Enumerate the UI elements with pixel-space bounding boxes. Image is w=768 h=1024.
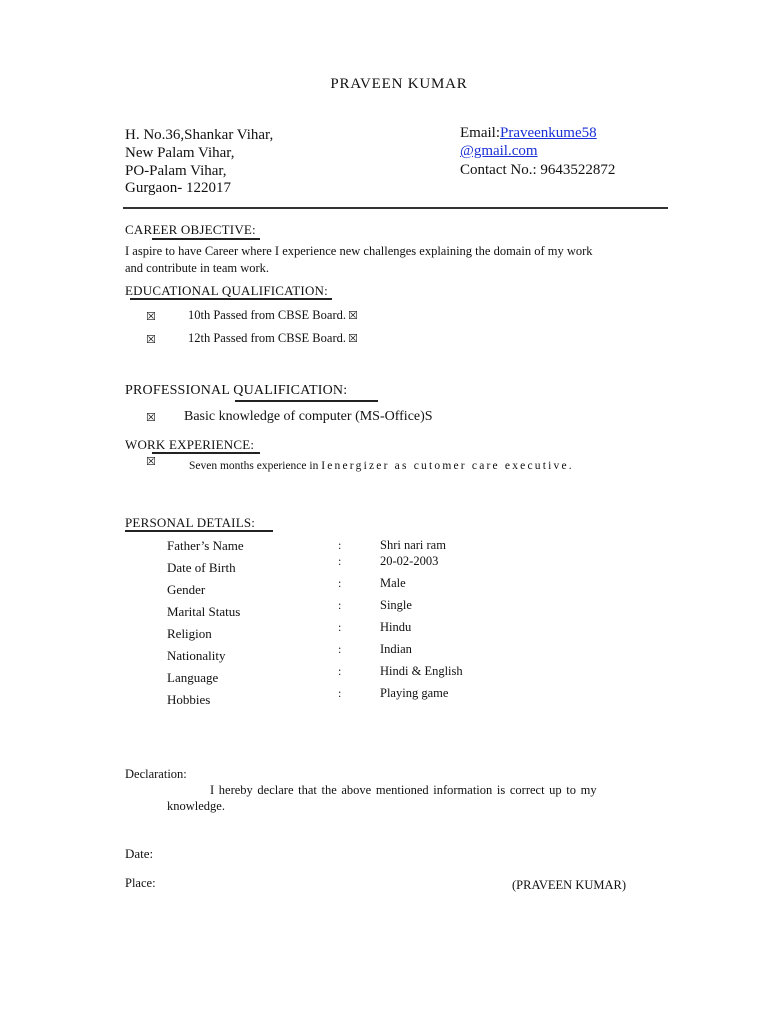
detail-colon: :: [338, 598, 342, 612]
detail-value: Shri nari ram: [380, 538, 446, 552]
detail-colon: :: [338, 664, 342, 678]
signature-name: (PRAVEEN KUMAR): [512, 878, 627, 892]
address-line-1: H. No.36,Shankar Vihar,: [125, 127, 274, 143]
education-item: [188, 330, 358, 347]
detail-colon: :: [338, 642, 342, 656]
work-heading-underline: [152, 452, 260, 454]
detail-label: Date of Birth: [167, 560, 236, 575]
declaration-line-1: I hereby declare that the above mentioned information is correct up to my: [210, 783, 597, 797]
education-item-text: 12th Passed from CBSE Board.: [188, 331, 346, 345]
declaration-line-2: knowledge.: [167, 799, 225, 813]
place-label: Place:: [125, 876, 156, 890]
detail-colon: :: [338, 576, 342, 590]
email-label: Email:: [460, 125, 500, 141]
detail-colon: :: [338, 554, 342, 568]
work-experience-heading: WORK EXPERIENCE:: [125, 437, 255, 452]
detail-colon: :: [338, 538, 342, 552]
email-link-domain[interactable]: @gmail.com: [460, 143, 538, 159]
checkbox-icon: ☒: [146, 333, 156, 346]
personal-heading-underline: [125, 530, 273, 532]
address-line-3: PO-Palam Vihar,: [125, 163, 227, 179]
detail-label: Religion: [167, 626, 212, 641]
career-objective-line-1: I aspire to have Career where I experience new challenges explaining the domain of my work: [125, 244, 593, 258]
work-experience-spaced: Ienergizer as cutomer care executive.: [321, 460, 574, 472]
career-heading-underline: [152, 238, 260, 240]
detail-label: Marital Status: [167, 604, 241, 619]
professional-heading-underline: [235, 400, 378, 402]
email-link-part2[interactable]: [460, 142, 538, 160]
date-label: Date:: [125, 846, 154, 861]
career-objective-line-2: and contribute in team work.: [125, 261, 270, 275]
career-objective-heading: CAREER OBJECTIVE:: [125, 222, 256, 237]
declaration-heading: Declaration:: [125, 767, 187, 781]
checkbox-icon: ☒: [347, 309, 358, 322]
detail-label: Hobbies: [167, 692, 211, 707]
checkbox-icon: ☒: [146, 455, 156, 468]
checkbox-icon: ☒: [146, 411, 156, 424]
candidate-name: PRAVEEN KUMAR: [330, 76, 468, 92]
detail-label: Father’s Name: [167, 538, 244, 553]
work-experience-prefix: Seven months experience in: [189, 460, 322, 472]
work-experience-item: [189, 460, 574, 472]
checkbox-icon: ☒: [146, 310, 156, 323]
detail-label: Gender: [167, 582, 206, 597]
detail-value: Male: [380, 576, 406, 590]
education-heading-underline: [130, 298, 332, 300]
detail-value: Indian: [380, 642, 412, 656]
detail-value: Playing game: [380, 686, 449, 700]
detail-colon: :: [338, 686, 342, 700]
detail-value: Hindi & English: [380, 664, 463, 678]
detail-label: Language: [167, 670, 219, 685]
education-heading: EDUCATIONAL QUALIFICATION:: [125, 283, 328, 298]
education-item-text: 10th Passed from CBSE Board.: [188, 308, 346, 322]
detail-value: Single: [380, 598, 412, 612]
address-line-4: Gurgaon- 122017: [125, 180, 231, 196]
header-divider: [123, 207, 668, 209]
personal-details-heading: PERSONAL DETAILS:: [125, 515, 256, 530]
professional-item: Basic knowledge of computer (MS-Office)S: [184, 409, 433, 424]
email-link-part1[interactable]: Praveenkume58: [500, 125, 597, 141]
professional-heading: PROFESSIONAL QUALIFICATION:: [125, 383, 348, 398]
address-line-2: New Palam Vihar,: [125, 145, 235, 161]
email-row: [460, 124, 597, 142]
detail-value: Hindu: [380, 620, 412, 634]
detail-label: Nationality: [167, 648, 226, 663]
checkbox-icon: ☒: [347, 332, 358, 345]
detail-colon: :: [338, 620, 342, 634]
education-item: [188, 307, 358, 324]
detail-value: 20-02-2003: [380, 554, 439, 568]
contact-number: Contact No.: 9643522872: [460, 162, 616, 178]
